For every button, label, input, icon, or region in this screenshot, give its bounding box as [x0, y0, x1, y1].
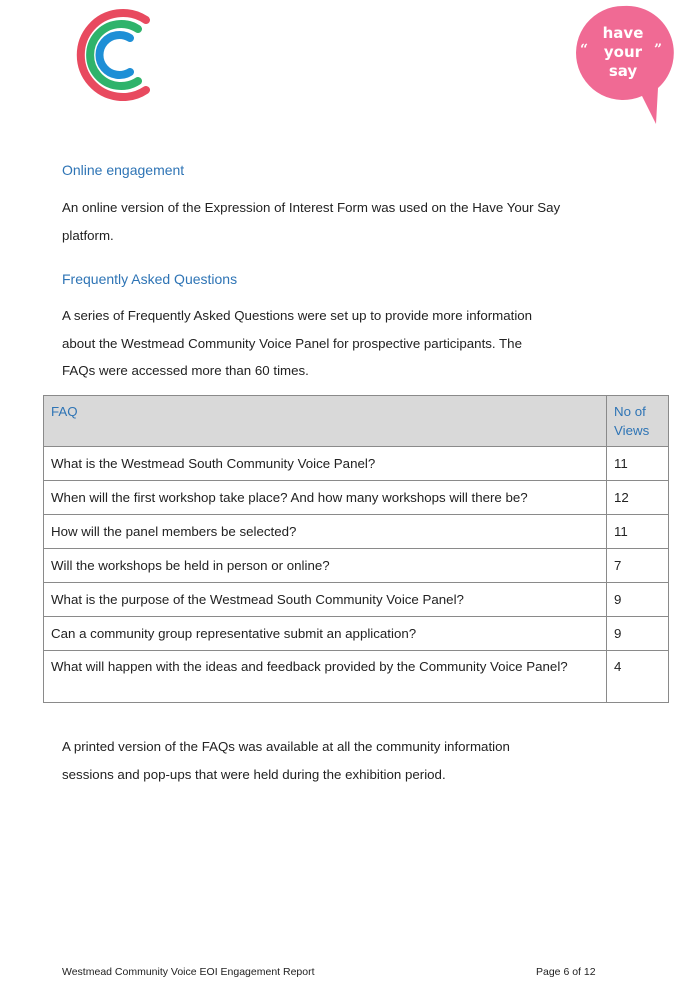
- column-header-views: No of Views: [607, 396, 669, 447]
- faq-question-cell: What is the Westmead South Community Voice Panel?: [44, 447, 607, 481]
- faq-question-cell: How will the panel members be selected?: [44, 515, 607, 549]
- svg-text:”: ”: [654, 42, 663, 58]
- paragraph-line: about the Westmead Community Voice Panel for prospective participants. The: [62, 335, 522, 351]
- faq-question-cell: What is the purpose of the Westmead South Community Voice Panel?: [44, 583, 607, 617]
- community-c-logo-icon: [64, 4, 158, 108]
- logo-line-say: say: [608, 62, 638, 80]
- paragraph-line: A printed version of the FAQs was available at all the community information: [62, 739, 510, 754]
- faq-views-cell: 7: [607, 549, 669, 583]
- faq-views-cell: 9: [607, 583, 669, 617]
- footer-page-number: Page 6 of 12: [536, 966, 596, 978]
- paragraph-line: A series of Frequently Asked Questions were set up to provide more information: [62, 308, 533, 323]
- column-header-faq: FAQ: [44, 396, 607, 447]
- table-row: [44, 617, 669, 651]
- faq-paragraph: [62, 302, 622, 385]
- paragraph-line: platform.: [62, 227, 114, 243]
- table-row: [44, 549, 669, 583]
- table-row: [44, 583, 669, 617]
- faq-heading: Frequently Asked Questions: [62, 271, 238, 287]
- paragraph-line: sessions and pop-ups that were held during the exhibition period.: [62, 766, 446, 782]
- paragraph-line: FAQs were accessed more than 60 times.: [62, 363, 309, 378]
- table-row: [44, 651, 669, 703]
- footer-report-title: Westmead Community Voice EOI Engagement Report: [62, 966, 315, 978]
- table-row: [44, 515, 669, 549]
- paragraph-line: An online version of the Expression of Interest Form was used on the Have Your Say: [62, 200, 561, 215]
- online-engagement-heading: Online engagement: [62, 162, 185, 178]
- faq-views-cell: 11: [607, 515, 669, 549]
- have-your-say-speech-bubble-icon: [572, 2, 674, 128]
- faq-question-cell: When will the first workshop take place? And how many workshops will there be?: [44, 481, 607, 515]
- faq-views-cell: 12: [607, 481, 669, 515]
- table-header-row: [44, 396, 669, 447]
- faq-views-table: [43, 395, 669, 703]
- printed-faq-paragraph: [62, 733, 622, 788]
- logo-line-your: your: [603, 43, 643, 61]
- faq-views-cell: 9: [607, 617, 669, 651]
- table-row: [44, 447, 669, 481]
- faq-question-cell: Can a community group representative submit an application?: [44, 617, 607, 651]
- table-row: [44, 481, 669, 515]
- faq-question-cell: Will the workshops be held in person or online?: [44, 549, 607, 583]
- online-engagement-paragraph: [62, 194, 622, 249]
- faq-views-cell: 4: [607, 651, 669, 703]
- logo-line-have: have: [602, 24, 644, 42]
- svg-text:“: “: [580, 42, 589, 58]
- faq-question-cell: What will happen with the ideas and feedback provided by the Community Voice Panel?: [44, 651, 607, 703]
- faq-views-cell: 11: [607, 447, 669, 481]
